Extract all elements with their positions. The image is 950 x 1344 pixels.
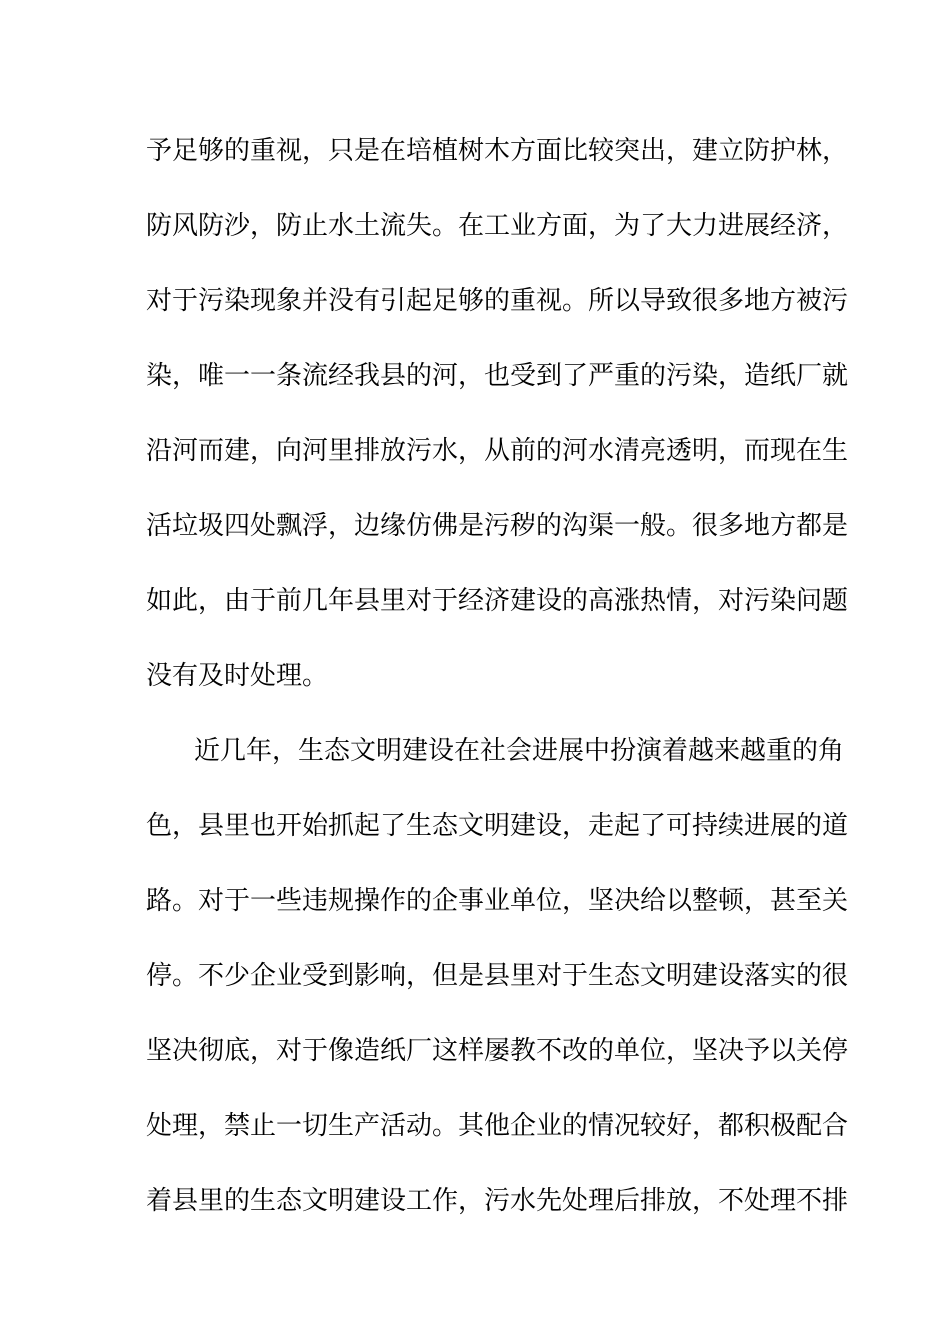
paragraph-1-line-7: 如此，由于前几年县里对于经济建设的高涨热情，对污染问题	[146, 586, 849, 616]
paragraph-2-line-5: 坚决彻底，对于像造纸厂这样屡教不改的单位，坚决予以关停	[146, 1036, 849, 1066]
paragraph-2-line-7: 着县里的生态文明建设工作，污水先处理后排放，不处理不排	[146, 1186, 849, 1216]
paragraph-1-line-2: 防风防沙，防止水土流失。在工业方面，为了大力进展经济，	[146, 211, 849, 241]
paragraph-1-line-6: 活垃圾四处飘浮，边缘仿佛是污秽的沟渠一般。很多地方都是	[146, 511, 849, 541]
paragraph-2-line-3: 路。对于一些违规操作的企事业单位，坚决给以整顿，甚至关	[146, 886, 849, 916]
paragraph-1-line-4: 染，唯一一条流经我县的河，也受到了严重的污染，造纸厂就	[146, 361, 849, 391]
paragraph-2-line-2: 色，县里也开始抓起了生态文明建设，走起了可持续进展的道	[146, 811, 849, 841]
paragraph-2-line-4: 停。不少企业受到影响，但是县里对于生态文明建设落实的很	[146, 961, 849, 991]
paragraph-1-line-3: 对于污染现象并没有引起足够的重视。所以导致很多地方被污	[146, 286, 849, 316]
paragraph-2-line-6: 处理，禁止一切生产活动。其他企业的情况较好，都积极配合	[146, 1111, 849, 1141]
paragraph-1-line-5: 沿河而建，向河里排放污水，从前的河水清亮透明，而现在生	[146, 436, 849, 466]
paragraph-2-line-1: 近几年，生态文明建设在社会进展中扮演着越来越重的角	[194, 736, 845, 766]
paragraph-1-line-1: 予足够的重视，只是在培植树木方面比较突出，建立防护林，	[146, 136, 849, 166]
paragraph-1-line-8: 没有及时处理。	[146, 661, 329, 691]
